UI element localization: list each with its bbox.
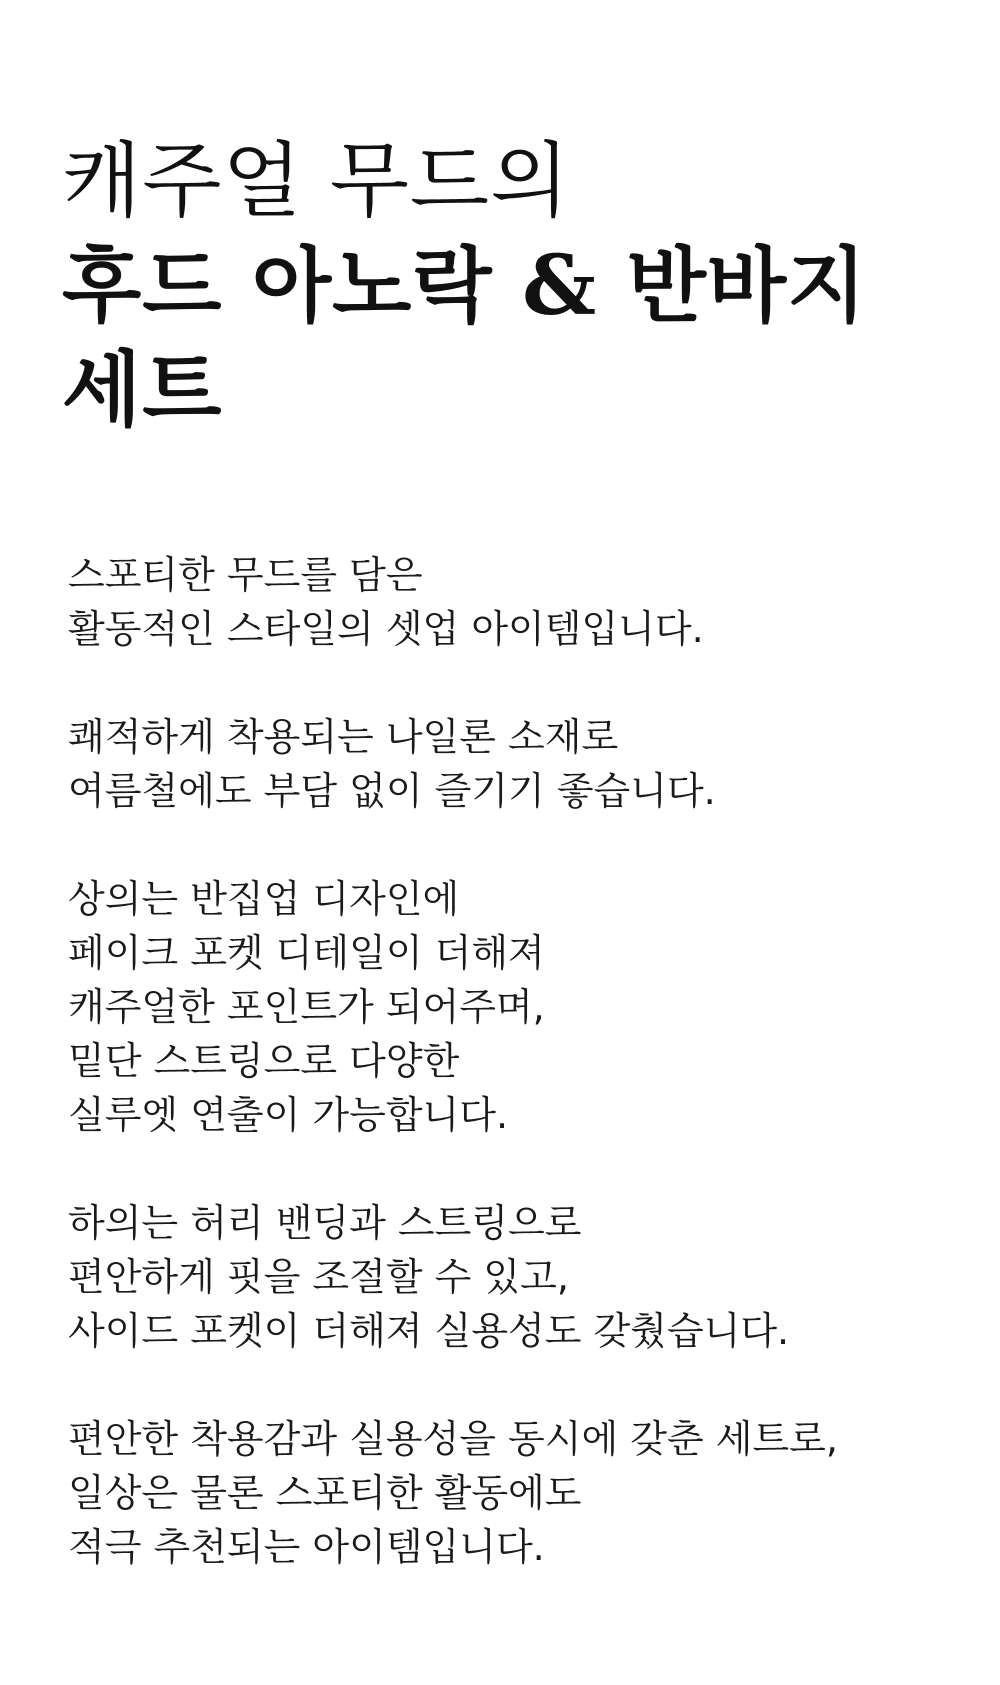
description-line: 스포티한 무드를 담은 [68,553,423,597]
description-paragraph-summary [68,1412,968,1574]
headline-line-2: 후드 아노락 & 반바지 [62,238,868,334]
description-line: 사이드 포켓이 더해져 실용성도 갖췄습니다. [68,1309,790,1353]
description-line: 일상은 물론 스포티한 활동에도 [68,1471,582,1515]
description-line: 상의는 반집업 디자인에 [68,877,460,921]
description-line: 실루엣 연출이 가능합니다. [68,1093,509,1137]
description-paragraph-top [68,872,968,1142]
headline-line-3: 세트 [62,342,223,438]
description-line: 하의는 허리 밴딩과 스트링으로 [68,1201,582,1245]
product-headline [62,130,962,442]
description-line: 편안한 착용감과 실용성을 동시에 갖춘 세트로, [68,1417,838,1461]
description-line: 페이크 포켓 디테일이 더해져 [68,931,545,975]
headline-line-1: 캐주얼 무드의 [62,134,571,229]
description-line: 캐주얼한 포인트가 되어주며, [68,985,545,1029]
description-line: 편안하게 핏을 조절할 수 있고, [68,1255,569,1299]
description-paragraph-intro [68,548,968,656]
description-line: 쾌적하게 착용되는 나일론 소재로 [68,715,619,759]
description-paragraph-bottom [68,1196,968,1358]
product-description [68,548,968,1574]
description-line: 적극 추천되는 아이템입니다. [68,1525,545,1569]
description-line: 여름철에도 부담 없이 즐기기 좋습니다. [68,769,716,813]
description-paragraph-material [68,710,968,818]
description-line: 밑단 스트링으로 다양한 [68,1039,460,1083]
description-line: 활동적인 스타일의 셋업 아이템입니다. [68,607,704,651]
